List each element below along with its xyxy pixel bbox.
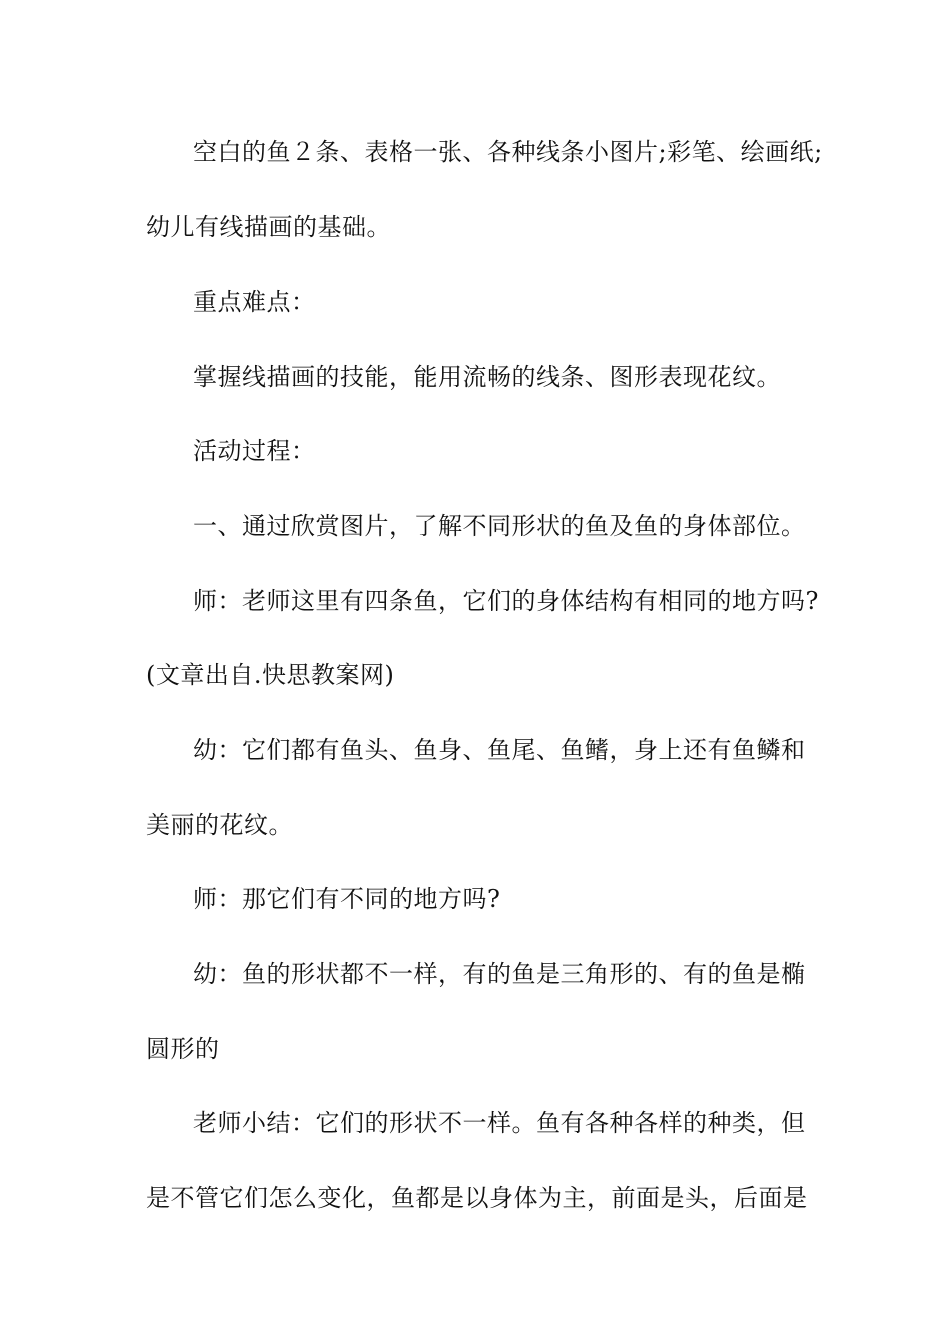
text-line: 幼：它们都有鱼头、鱼身、鱼尾、鱼鳍，身上还有鱼鳞和	[193, 736, 806, 764]
text-line: 幼儿有线描画的基础。	[146, 213, 391, 241]
text-line: 师：那它们有不同的地方吗?	[193, 885, 501, 913]
text-line: 空白的鱼２条、表格一张、各种线条小图片;彩笔、绘画纸;	[193, 138, 823, 166]
text-line: (文章出自.快思教案网)	[146, 661, 395, 689]
section-heading: 活动过程：	[193, 437, 316, 465]
text-line: 一、通过欣赏图片，了解不同形状的鱼及鱼的身体部位。	[193, 512, 806, 540]
text-line: 老师小结：它们的形状不一样。鱼有各种各样的种类，但	[193, 1109, 806, 1137]
section-heading: 重点难点：	[193, 288, 316, 316]
text-line: 师：老师这里有四条鱼，它们的身体结构有相同的地方吗?	[193, 587, 819, 615]
text-line: 是不管它们怎么变化，鱼都是以身体为主，前面是头，后面是	[146, 1184, 808, 1212]
text-line: 掌握线描画的技能，能用流畅的线条、图形表现花纹。	[193, 363, 781, 391]
text-line: 圆形的	[146, 1035, 220, 1063]
text-line: 幼：鱼的形状都不一样，有的鱼是三角形的、有的鱼是椭	[193, 960, 806, 988]
text-line: 美丽的花纹。	[146, 811, 293, 839]
